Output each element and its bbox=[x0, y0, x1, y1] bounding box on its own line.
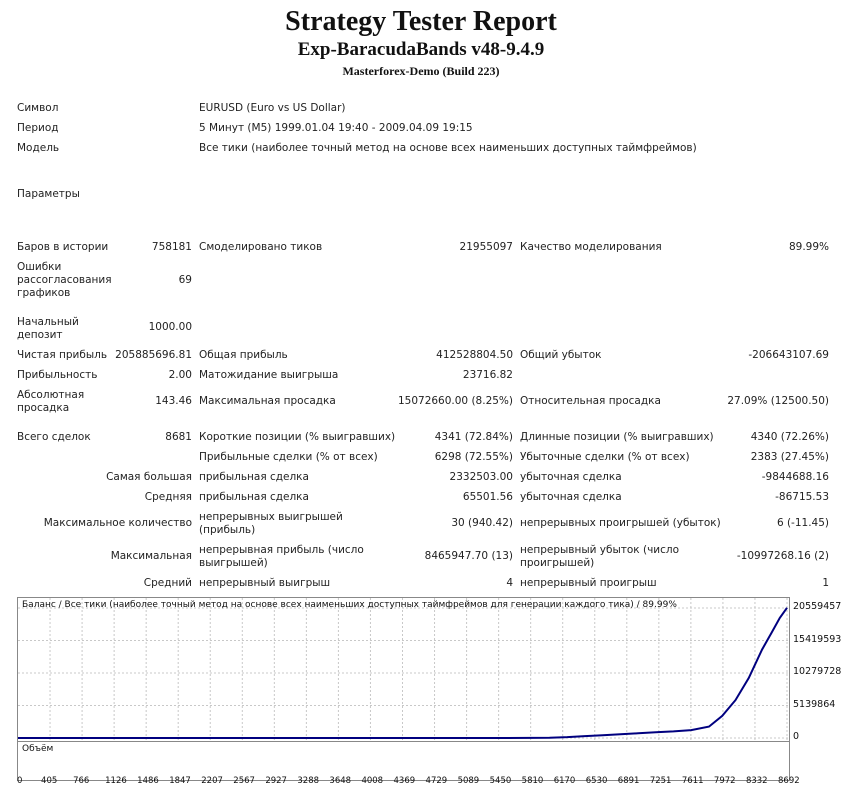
symbol-label: Символ bbox=[17, 102, 59, 114]
long-positions-label: Длинные позиции (% выигравших) bbox=[520, 431, 714, 443]
max-consecutive-wins-label: непрерывных выигрышей (прибыль) bbox=[199, 511, 343, 536]
maximal-consecutive-profit-label: непрерывная прибыль (число выигрышей) bbox=[199, 544, 364, 569]
server-name: Masterforex-Demo (Build 223) bbox=[342, 64, 500, 78]
y-tick-label: 5139864 bbox=[793, 698, 836, 710]
x-tick-label: 2927 bbox=[265, 776, 287, 786]
profit-trades-label: Прибыльные сделки (% от всех) bbox=[199, 451, 378, 463]
x-tick-label: 4008 bbox=[361, 776, 384, 786]
avg-consecutive-losses-value: 1 bbox=[822, 577, 829, 589]
deposit-value: 1000.00 bbox=[148, 321, 192, 333]
max-consecutive-wins-value: 30 (940.42) bbox=[451, 517, 513, 529]
profit-factor-value: 2.00 bbox=[168, 369, 192, 381]
short-positions-value: 4341 (72.84%) bbox=[434, 431, 513, 443]
x-tick-label: 8692 bbox=[778, 776, 800, 786]
absolute-drawdown-value: 143.46 bbox=[155, 395, 192, 407]
expected-payoff-label: Матожидание выигрыша bbox=[199, 369, 339, 381]
avg-consecutive-wins-label: непрерывный выигрыш bbox=[199, 577, 331, 589]
largest-label: Самая большая bbox=[106, 471, 192, 483]
x-tick-label: 6891 bbox=[617, 776, 640, 786]
period-label: Период bbox=[17, 122, 59, 134]
average-profit-value: 65501.56 bbox=[462, 491, 513, 503]
x-tick-label: 1126 bbox=[105, 776, 127, 786]
x-tick-label: 3648 bbox=[329, 776, 352, 786]
x-tick-label: 7972 bbox=[713, 776, 736, 786]
y-tick-label: 15419593 bbox=[793, 633, 842, 645]
balance-chart bbox=[17, 597, 790, 742]
maximal-consecutive-loss-value: -10997268.16 (2) bbox=[736, 550, 829, 562]
long-positions-value: 4340 (72.26%) bbox=[750, 431, 829, 443]
maximal-consecutive-loss-label: непрерывный убыток (число проигрышей) bbox=[520, 544, 680, 569]
average-profit-label: прибыльная сделка bbox=[199, 491, 309, 503]
bars-value: 758181 bbox=[151, 241, 192, 253]
balance-chart-svg bbox=[18, 598, 789, 741]
short-positions-label: Короткие позиции (% выигравших) bbox=[199, 431, 396, 443]
loss-trades-value: 2383 (27.45%) bbox=[750, 451, 829, 463]
ticks-value: 21955097 bbox=[459, 241, 513, 253]
largest-profit-label: прибыльная сделка bbox=[199, 471, 309, 483]
model-label: Модель bbox=[17, 142, 60, 154]
largest-profit-value: 2332503.00 bbox=[449, 471, 513, 483]
avg-consecutive-wins-value: 4 bbox=[506, 577, 513, 589]
gross-loss-label: Общий убыток bbox=[520, 349, 602, 361]
net-profit-value: 205885696.81 bbox=[115, 349, 192, 361]
volume-chart-caption: Объём bbox=[22, 744, 54, 754]
y-tick-label: 10279728 bbox=[793, 666, 842, 677]
profit-factor-label: Прибыльность bbox=[17, 369, 98, 381]
total-trades-label: Всего сделок bbox=[17, 431, 91, 443]
maximal-label: Максимальная bbox=[110, 550, 192, 562]
y-tick-label: 0 bbox=[793, 731, 800, 742]
average-label: Средняя bbox=[144, 491, 192, 503]
largest-loss-label: убыточная сделка bbox=[520, 471, 622, 483]
largest-loss-value: -9844688.16 bbox=[761, 471, 829, 483]
errors-value: 69 bbox=[178, 274, 192, 286]
x-tick-label: 4729 bbox=[425, 776, 448, 786]
relative-drawdown-label: Относительная просадка bbox=[520, 395, 661, 407]
gross-profit-label: Общая прибыль bbox=[199, 349, 288, 361]
x-tick-label: 1486 bbox=[137, 776, 159, 786]
quality-label: Качество моделирования bbox=[520, 241, 662, 253]
relative-drawdown-value: 27.09% (12500.50) bbox=[727, 395, 829, 407]
balance-chart-caption: Баланс / Все тики (наиболее точный метод на основе всех наименьших доступных таймфреймов для генерации каждого тика) / 89.99% bbox=[22, 600, 677, 610]
max-consecutive-losses-value: 6 (-11.45) bbox=[776, 517, 829, 529]
net-profit-label: Чистая прибыль bbox=[17, 349, 108, 361]
x-tick-label: 2207 bbox=[201, 776, 223, 786]
x-tick-label: 1847 bbox=[169, 776, 191, 786]
x-tick-label: 7251 bbox=[649, 776, 672, 786]
max-consecutive-losses-label: непрерывных проигрышей (убыток) bbox=[520, 517, 721, 529]
maximal-consecutive-profit-value: 8465947.70 (13) bbox=[424, 550, 513, 562]
avg-label: Средний bbox=[143, 577, 192, 589]
expected-payoff-value: 23716.82 bbox=[462, 369, 513, 381]
x-tick-label: 6170 bbox=[553, 776, 576, 786]
x-tick-label: 5450 bbox=[489, 776, 512, 786]
total-trades-value: 8681 bbox=[165, 431, 192, 443]
quality-value: 89.99% bbox=[788, 241, 829, 253]
x-tick-label: 4369 bbox=[393, 776, 416, 786]
x-tick-label: 5810 bbox=[521, 776, 544, 786]
y-tick-label: 20559457 bbox=[793, 601, 842, 612]
volume-chart bbox=[17, 741, 790, 781]
max-count-label: Максимальное количество bbox=[43, 517, 192, 529]
maximal-drawdown-label: Максимальная просадка bbox=[199, 395, 336, 407]
symbol-value: EURUSD (Euro vs US Dollar) bbox=[199, 102, 346, 114]
x-tick-label: 3288 bbox=[297, 776, 320, 786]
average-loss-value: -86715.53 bbox=[775, 491, 829, 503]
x-tick-label: 2567 bbox=[233, 776, 255, 786]
x-tick-label: 7611 bbox=[681, 776, 704, 786]
x-tick-label: 405 bbox=[41, 776, 58, 786]
x-tick-label: 0 bbox=[17, 776, 23, 786]
average-loss-label: убыточная сделка bbox=[520, 491, 622, 503]
report-title: Strategy Tester Report bbox=[285, 6, 557, 37]
gross-loss-value: -206643107.69 bbox=[748, 349, 829, 361]
avg-consecutive-losses-label: непрерывный проигрыш bbox=[520, 577, 657, 589]
model-value: Все тики (наиболее точный метод на основе всех наименьших доступных таймфреймов) bbox=[199, 142, 697, 154]
errors-label: Ошибки рассогласования графиков bbox=[17, 261, 112, 299]
x-tick-label: 8332 bbox=[745, 776, 768, 786]
maximal-drawdown-value: 15072660.00 (8.25%) bbox=[397, 395, 513, 407]
x-tick-label: 6530 bbox=[585, 776, 608, 786]
x-tick-label: 5089 bbox=[457, 776, 480, 786]
absolute-drawdown-label: Абсолютная просадка bbox=[17, 389, 85, 414]
gross-profit-value: 412528804.50 bbox=[436, 349, 513, 361]
period-value: 5 Минут (M5) 1999.01.04 19:40 - 2009.04.09 19:15 bbox=[199, 122, 473, 134]
profit-trades-value: 6298 (72.55%) bbox=[434, 451, 513, 463]
ticks-label: Смоделировано тиков bbox=[199, 241, 323, 253]
loss-trades-label: Убыточные сделки (% от всех) bbox=[520, 451, 690, 463]
x-tick-label: 766 bbox=[73, 776, 90, 786]
bars-label: Баров в истории bbox=[17, 241, 109, 253]
deposit-label: Начальный депозит bbox=[17, 316, 79, 341]
parameters-label: Параметры bbox=[17, 188, 80, 200]
expert-name: Exp-BaracudaBands v48-9.4.9 bbox=[297, 39, 545, 60]
